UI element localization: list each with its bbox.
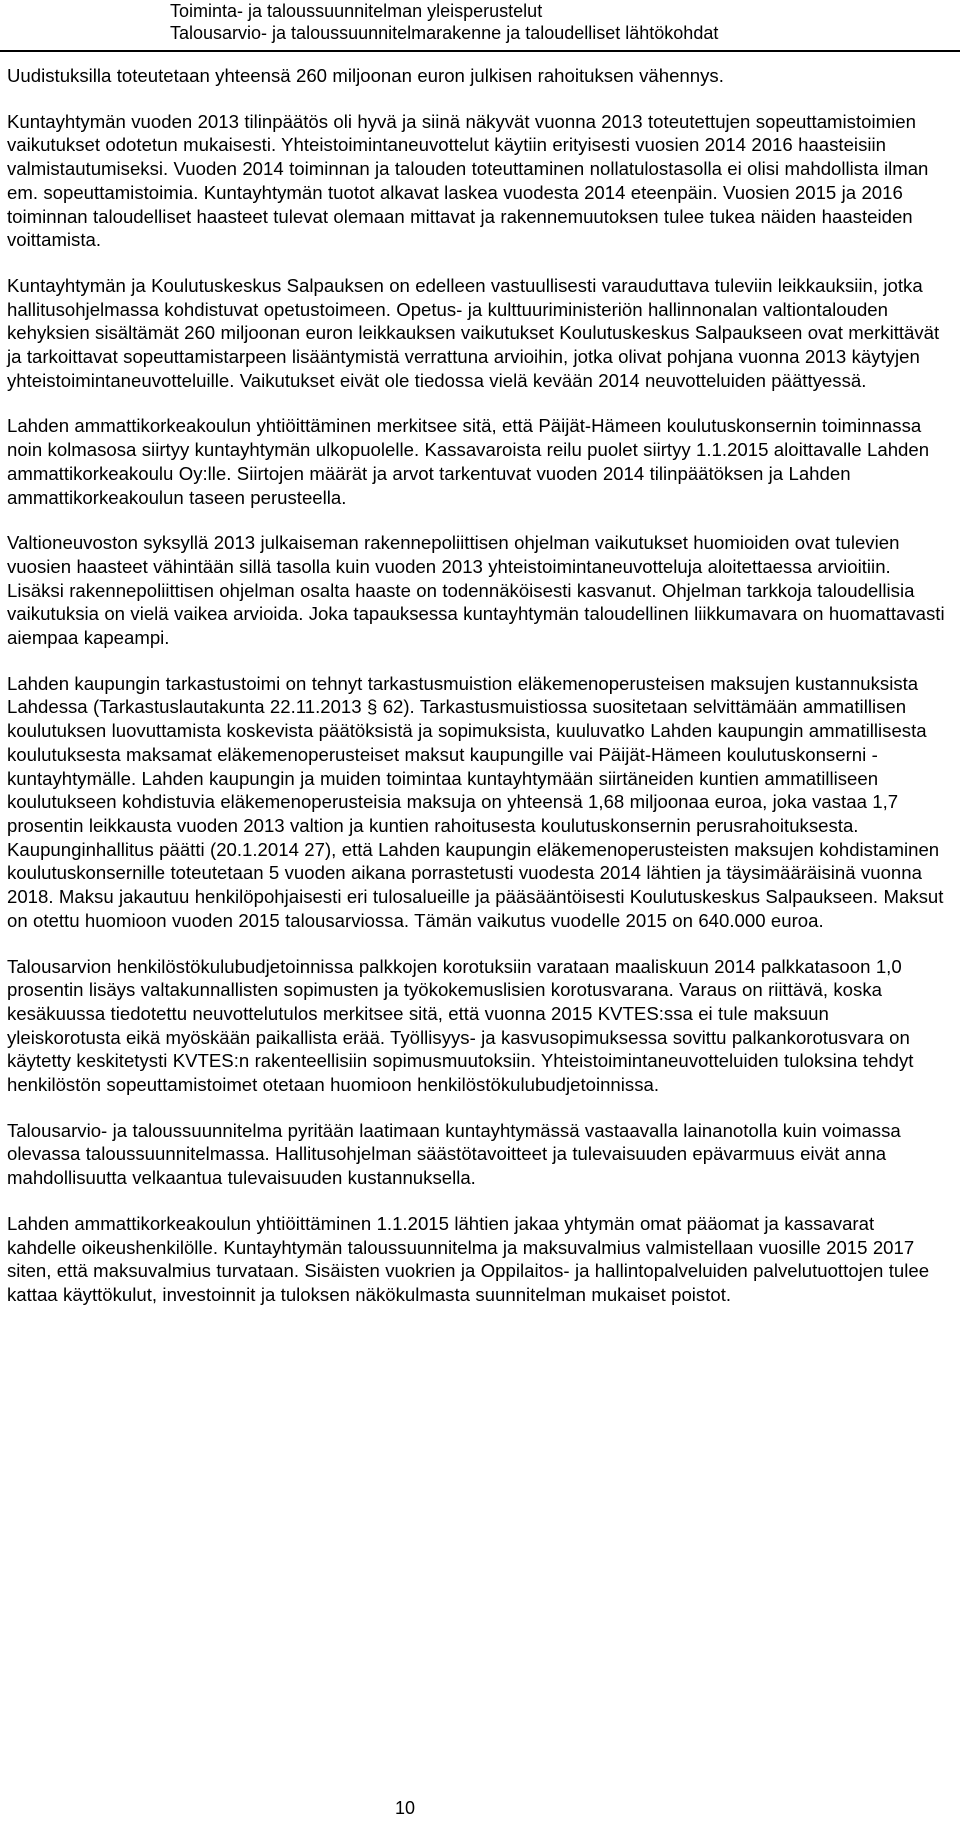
- paragraph: Valtioneuvoston syksyllä 2013 julkaiseman rakennepoliittisen ohjelman vaikutukset huomioiden ovat tulevien vuosien haasteet vähintään sillä tasolla kuin vuoden 2013 yhteistoimintaneuvotteluja aloitettaessa arvioitiin. Lisäksi rakennepoliittisen ohjelman osalta haaste on todennäköisesti kasvanut. Ohjelman tarkkoja taloudellisia vaikutuksia on vielä vaikea arvioida. Joka tapauksessa kuntayhtymän taloudellinen liikkumavara on huomattavasti aiempaa kapeampi.: [7, 532, 945, 649]
- paragraph: Lahden ammattikorkeakoulun yhtiöittäminen 1.1.2015 lähtien jakaa yhtymän omat pääomat ja kassavarat kahdelle oikeushenkilölle. Kuntayhtymän taloussuunnitelma ja maksuvalmius valmistellaan vuosille 2015 2017 siten, että maksuvalmius turvataan. Sisäisten vuokrien ja Oppilaitos- ja hallintopalveluiden palvelutuottojen tulee kattaa käyttökulut, investoinnit ja tuloksen näkökulmasta suunnitelman mukaiset poistot.: [7, 1212, 930, 1305]
- header-subtitle: Talousarvio- ja taloussuunnitelmarakenne ja taloudelliset lähtökohdat: [170, 23, 719, 43]
- paragraph: Talousarvion henkilöstökulubudjetoinnissa palkkojen korotuksiin varataan maaliskuun 2014 palkkatasoon 1,0 prosentin lisäys valtakunnallisten sopimusten ja työkokemuslisien korotusvarana. Varaus on riittävä, koska kesäkuussa tiedotettu neuvottelutulos merkitsee sitä, että vuonna 2015 KVTES:ssa ei tule maksuun yleiskorotusta eikä myöskään paikallista erää. Työllisyys- ja kasvusopimuksessa sovittu palkankorotusvara on käytetty keskitetysti KVTES:n rakenteellisiin sopimusmuutoksiin. Yhteistoimintaneuvotteluiden tuloksina tehdyt henkilöstön sopeuttamistoimet otetaan huomioon henkilöstökulubudjetoinnissa.: [7, 955, 914, 1096]
- page-header: [170, 0, 910, 44]
- paragraph: Uudistuksilla toteutetaan yhteensä 260 miljoonan euron julkisen rahoituksen vähennys.: [7, 65, 724, 86]
- paragraph: Kuntayhtymän ja Koulutuskeskus Salpauksen on edelleen vastuullisesti varauduttava tuleviin leikkauksiin, jotka hallitusohjelmassa kohdistuvat opetustoimeen. Opetus- ja kulttuuriministeriön hallinnonalan valtiontalouden kehyksien sisältämät 260 miljoonan euron leikkauksen vaikutukset Koulutuskeskus Salpaukseen ovat merkittävät ja tarkoittavat sopeuttamistarpeen lisääntymistä verrattuna arvioihin, jotka olivat pohjana vuonna 2013 käytyjen yhteistoimintaneuvotteluille. Vaikutukset eivät ole tiedossa vielä kevään 2014 neuvotteluiden päättyessä.: [7, 274, 940, 391]
- paragraph: Talousarvio- ja taloussuunnitelma pyritään laatimaan kuntayhtymässä vastaavalla lainanotolla kuin voimassa olevassa taloussuunnitelmassa. Hallitusohjelman säästötavoitteet ja tulevaisuuden epävarmuus eivät anna mahdollisuutta velkaantua tulevaisuuden kustannuksella.: [7, 1119, 901, 1189]
- paragraph: Lahden kaupungin tarkastustoimi on tehnyt tarkastusmuistion eläkemenoperusteisen maksujen kustannuksista Lahdessa (Tarkastuslautakunta 22.11.2013 § 62). Tarkastusmuistiossa suositetaan selvittämään ammatillisen koulutuksen luovuttamista koskevista päätöksistä ja sopimuksista, kuuluvatko Lahden kaupungin ammatillisesta koulutuksesta maksamat eläkemenoperusteiset maksut kaupungille vai Päijät-Hämeen koulutuskonserni -kuntayhtymälle. Lahden kaupungin ja muiden toimintaa kuntayhtymään siirtäneiden kuntien ammatilliseen koulutukseen kohdistuvia eläkemenoperusteisia maksuja on yhteensä 1,68 miljoonaa euroa, joka vastaa 1,7 prosentin leikkausta vuoden 2013 valtion ja kuntien rahoitusesta koulutuskonsernin perusrahoituksesta. Kaupunginhallitus päätti (20.1.2014 27), että Lahden kaupungin eläkemenoperusteisten maksujen kohdistaminen koulutuskonsernille toteutetaan 5 vuoden aikana porrastetusti vuodesta 2014 lähtien ja täysimääräisinä vuonna 2018. Maksu jakautuu henkilöpohjaisesti eri tulosalueille ja pääsääntöisesti Koulutuskeskus Salpaukseen. Maksut on otettu huomioon vuoden 2015 talousarviossa. Tämän vaikutus vuodelle 2015 on 640.000 euroa.: [7, 672, 944, 931]
- header-title: Toiminta- ja taloussuunnitelman yleisperustelut: [170, 1, 543, 21]
- paragraph: Lahden ammattikorkeakoulun yhtiöittäminen merkitsee sitä, että Päijät-Hämeen koulutuskonsernin toiminnassa noin kolmasosa siirtyy kuntayhtymän ulkopuolelle. Kassavaroista reilu puolet siirtyy 1.1.2015 aloittavalle Lahden ammattikorkeakoulu Oy:lle. Siirtojen määrät ja arvot tarkentuvat vuoden 2014 tilinpäätöksen ja Lahden ammattikorkeakoulun taseen perusteella.: [7, 415, 930, 508]
- header-divider: [0, 50, 960, 52]
- paragraph: Kuntayhtymän vuoden 2013 tilinpäätös oli hyvä ja siinä näkyvät vuonna 2013 toteutettujen sopeuttamistoimien vaikutukset odotetun mukaisesti. Yhteistoimintaneuvottelut käytiin erityisesti vuosien 2014 2016 haasteisiin valmistautumiseksi. Vuoden 2014 toiminnan ja talouden toteuttaminen nollatulostasolla ei olisi mahdollista ilman em. sopeuttamistoimia. Kuntayhtymän tuotot alkavat laskea vuodesta 2014 eteenpäin. Vuosien 2015 ja 2016 toiminnan taloudelliset haasteet tulevat olemaan mittavat ja rakennemuutoksen tulee tukea näiden haasteiden voittamista.: [7, 110, 929, 251]
- page-number: 10: [394, 1798, 416, 1818]
- document-body: [7, 64, 947, 1329]
